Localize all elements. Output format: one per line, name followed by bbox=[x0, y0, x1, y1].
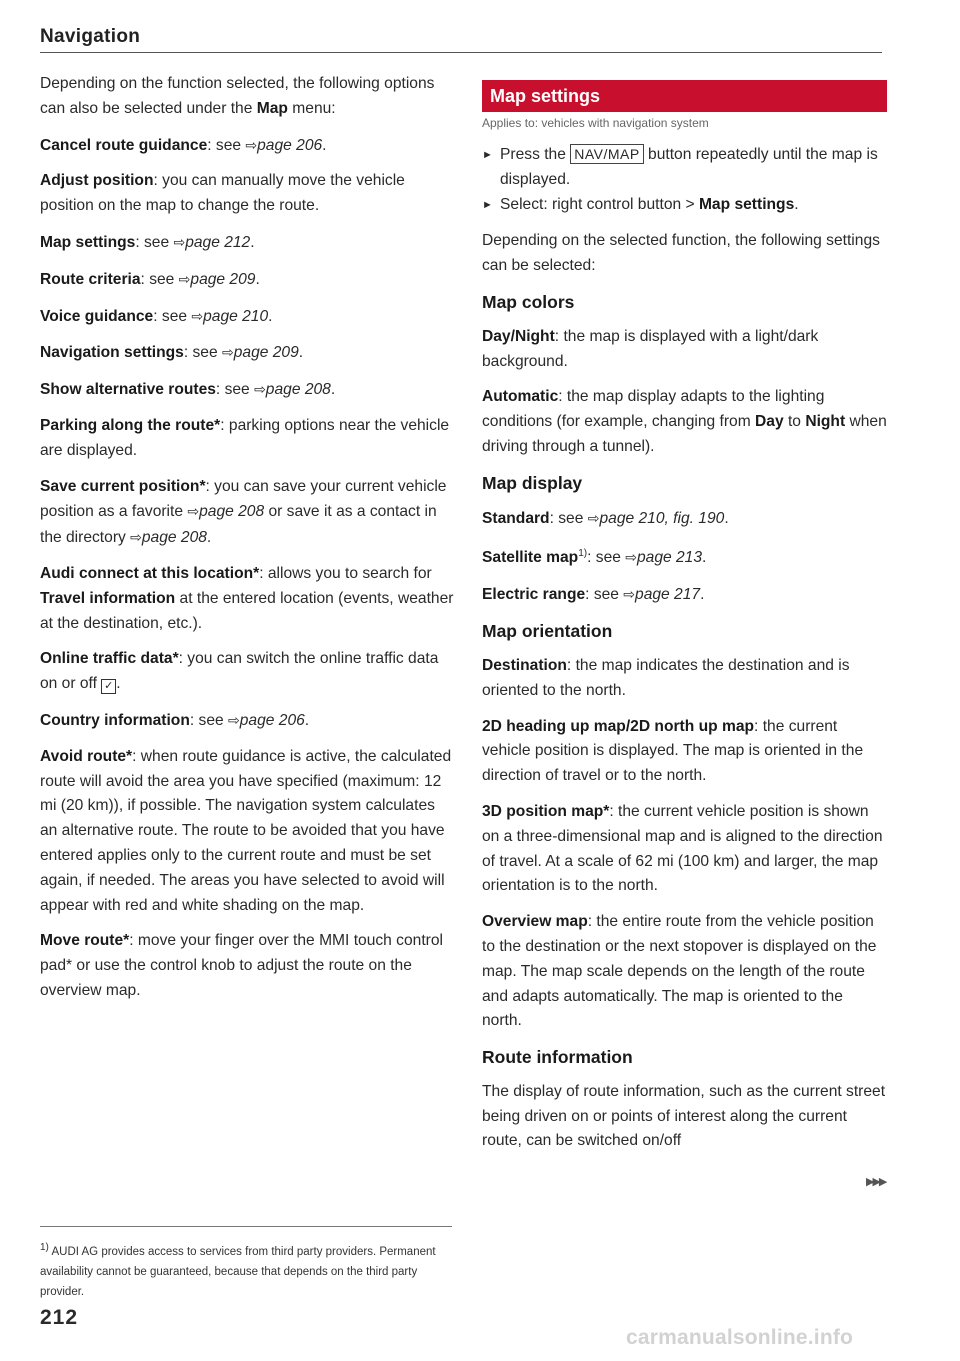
option-text: : parking options near the vehicle are displayed. bbox=[40, 416, 450, 459]
footnote-mark: 1) bbox=[40, 1242, 49, 1253]
step-select-map-settings bbox=[482, 193, 887, 218]
punctuation: . bbox=[700, 586, 705, 604]
option-online-traffic bbox=[40, 647, 455, 697]
option-move-route bbox=[40, 929, 455, 1003]
option-text: : allows you to search for bbox=[259, 564, 432, 582]
setting-term: Day/Night bbox=[482, 327, 555, 345]
triangle-bullet-icon: ► bbox=[482, 149, 493, 161]
arrow-right-icon: ⇨ bbox=[587, 509, 600, 526]
setting-term: 3D position map* bbox=[482, 802, 610, 820]
option-term: Country information bbox=[40, 711, 190, 729]
step-text: Press the bbox=[500, 146, 571, 163]
setting-text: : the current vehicle position is shown on a three-dimensional map and is aligned to the direction of travel. At a scale of 62 mi (100 km) and larger, the map orientation is to the north. bbox=[482, 802, 883, 895]
setting-2d-map bbox=[482, 715, 887, 789]
option-item bbox=[40, 230, 455, 256]
punctuation: . bbox=[304, 711, 310, 729]
header-divider bbox=[40, 52, 882, 53]
section-title: Navigation bbox=[40, 26, 141, 47]
route-information-paragraph: The display of route information, such as the current street being driven on or points of interest along the current route, can be switched on/off bbox=[482, 1082, 886, 1150]
punctuation: . bbox=[255, 270, 260, 288]
setting-text: : the entire route from the vehicle position to the destination or the next stopover is displayed on the map. The map scale depends on the length of the route and adapts automatically. The map is oriented to the north. bbox=[482, 913, 877, 1030]
setting-electric-range bbox=[482, 582, 887, 608]
setting-overview-map bbox=[482, 910, 887, 1034]
punctuation: . bbox=[250, 233, 255, 251]
punctuation: . bbox=[206, 529, 212, 547]
option-term: Navigation settings bbox=[40, 344, 184, 362]
option-term: Move route* bbox=[40, 932, 130, 950]
option-item bbox=[40, 133, 455, 159]
option-text: at the entered location (events, weather at the destination, etc.). bbox=[40, 589, 454, 632]
setting-text: : the map indicates the destination and is oriented to the north. bbox=[482, 656, 850, 699]
page-reference[interactable]: page 206 bbox=[239, 711, 305, 729]
step-press-nav-map bbox=[482, 143, 887, 193]
page-reference[interactable]: page 213 bbox=[636, 549, 703, 567]
option-item bbox=[40, 340, 455, 366]
arrow-right-icon: ⇨ bbox=[187, 503, 200, 520]
footnote-text: AUDI AG provides access to services from third party providers. Permanent availability cannot be guaranteed, because that depends on the third party provider. bbox=[40, 1245, 436, 1298]
option-term: Adjust position bbox=[40, 172, 154, 190]
heading-map-display: Map display bbox=[482, 472, 583, 493]
option-text: : move your finger over the MMI touch control pad* or use the control knob to adjust the route on the overview map. bbox=[40, 932, 443, 999]
page-reference[interactable]: page 210, fig. 190 bbox=[599, 509, 725, 527]
left-column bbox=[40, 72, 455, 1015]
punctuation: . bbox=[794, 195, 799, 213]
setting-day-night bbox=[482, 325, 887, 375]
setting-standard bbox=[482, 506, 887, 532]
setting-destination bbox=[482, 654, 887, 704]
page-reference[interactable]: page 208 bbox=[265, 381, 331, 399]
depending-paragraph: Depending on the selected function, the following settings can be selected: bbox=[482, 232, 880, 275]
arrow-right-icon: ⇨ bbox=[130, 529, 142, 546]
page-reference[interactable]: page 217 bbox=[635, 586, 701, 604]
option-term: Parking along the route* bbox=[40, 416, 221, 434]
setting-text: : the map display adapts to the lighting conditions (for example, changing from bbox=[482, 388, 825, 431]
arrow-right-icon: ⇨ bbox=[245, 136, 258, 153]
option-text: : see bbox=[207, 136, 246, 154]
setting-text: : see bbox=[587, 549, 626, 567]
punctuation: . bbox=[116, 675, 121, 693]
option-text: : see bbox=[135, 233, 174, 251]
setting-automatic bbox=[482, 385, 887, 459]
option-text: : see bbox=[189, 711, 229, 729]
option-text: or save it as a contact in the directory bbox=[40, 503, 437, 547]
option-text: : see bbox=[183, 344, 222, 362]
nav-map-button[interactable]: NAV/MAP bbox=[570, 144, 643, 164]
setting-text: : see bbox=[549, 509, 588, 527]
option-term: Avoid route* bbox=[40, 747, 133, 765]
setting-text: : the current vehicle position is displayed. The map is oriented in the direction of travel or to the north. bbox=[482, 717, 864, 785]
option-avoid-route bbox=[40, 745, 455, 919]
footnote-divider bbox=[40, 1226, 452, 1227]
option-text: : when route guidance is active, the calculated route will avoid the area you have specified (maximum: 12 mi (20 km)), if possible. The navigation system calculates an alternative route. The route to be avoided that you have entered applies only to the current route and must be set again, if needed. The areas you have selected to avoid will appear with red and white shading on the map. bbox=[40, 747, 452, 914]
step-text: Select: right control button > bbox=[500, 195, 699, 213]
setting-term: Standard bbox=[482, 509, 550, 527]
option-audi-connect bbox=[40, 562, 455, 636]
triangle-bullet-icon: ► bbox=[482, 198, 493, 211]
arrow-right-icon: ⇨ bbox=[228, 711, 240, 728]
option-item bbox=[40, 169, 455, 219]
page-reference[interactable]: page 208 bbox=[141, 529, 207, 547]
right-column bbox=[482, 80, 887, 1165]
step-text: button repeatedly until the map is displayed. bbox=[500, 146, 878, 188]
setting-term: Overview map bbox=[482, 913, 588, 931]
intro-end: menu: bbox=[292, 99, 336, 117]
setting-term: Destination bbox=[482, 656, 567, 674]
setting-term: Satellite map bbox=[482, 549, 579, 567]
continue-arrows-icon: ▶▶▶ bbox=[866, 1176, 886, 1188]
punctuation: . bbox=[322, 136, 327, 154]
setting-text: when driving through a tunnel). bbox=[482, 413, 887, 455]
setting-text: : the map is displayed with a light/dark background. bbox=[482, 327, 819, 370]
option-term: Online traffic data* bbox=[40, 650, 179, 668]
page-reference[interactable]: page 209 bbox=[233, 344, 299, 362]
night-label: Night bbox=[805, 413, 846, 431]
option-list bbox=[40, 133, 455, 464]
setting-term: 2D heading up map/2D north up map bbox=[482, 717, 755, 735]
option-text: : see bbox=[215, 381, 255, 399]
footnote-mark: 1) bbox=[578, 548, 588, 560]
option-term: Route criteria bbox=[40, 270, 141, 288]
watermark: carmanualsonline.info bbox=[626, 1326, 854, 1349]
setting-text: to bbox=[783, 413, 806, 431]
setting-3d-map bbox=[482, 800, 887, 899]
option-text: : you can manually move the vehicle position on the map to change the route. bbox=[40, 172, 405, 215]
option-term: Voice guidance bbox=[40, 307, 154, 325]
applies-to-note: Applies to: vehicles with navigation system bbox=[482, 116, 709, 130]
option-term: Map settings bbox=[40, 233, 136, 251]
page-reference[interactable]: page 212 bbox=[185, 233, 251, 251]
option-term: Audi connect at this location* bbox=[40, 564, 260, 582]
arrow-right-icon: ⇨ bbox=[254, 381, 266, 398]
option-text: : see bbox=[140, 270, 179, 288]
setting-satellite-map bbox=[482, 542, 887, 571]
punctuation: . bbox=[724, 509, 729, 527]
intro-paragraph bbox=[40, 72, 455, 122]
option-text: : you can save your current vehicle position as a favorite bbox=[40, 477, 447, 521]
footnote bbox=[40, 1238, 452, 1302]
option-save-position bbox=[40, 475, 455, 551]
option-text: : you can switch the online traffic data on or off bbox=[40, 650, 439, 693]
arrow-right-icon: ⇨ bbox=[173, 233, 186, 250]
option-item bbox=[40, 304, 455, 330]
intro-map-label: Map bbox=[256, 99, 288, 117]
day-label: Day bbox=[755, 413, 784, 431]
setting-term: Electric range bbox=[482, 586, 586, 604]
option-term: Cancel route guidance bbox=[40, 136, 208, 154]
arrow-right-icon: ⇨ bbox=[625, 549, 637, 566]
intro-text: Depending on the function selected, the following options can also be selected under the bbox=[40, 75, 435, 117]
page-reference[interactable]: page 206 bbox=[257, 136, 323, 154]
arrow-right-icon: ⇨ bbox=[623, 586, 636, 603]
heading-map-colors: Map colors bbox=[482, 291, 575, 312]
travel-information-label: Travel information bbox=[40, 589, 176, 607]
option-text: : see bbox=[153, 307, 192, 325]
map-settings-label: Map settings bbox=[698, 195, 795, 213]
arrow-right-icon: ⇨ bbox=[178, 270, 191, 287]
option-item bbox=[40, 414, 455, 464]
heading-route-information: Route information bbox=[482, 1047, 633, 1068]
punctuation: . bbox=[268, 307, 273, 325]
heading-map-orientation: Map orientation bbox=[482, 621, 613, 642]
setting-term: Automatic bbox=[482, 388, 559, 406]
arrow-right-icon: ⇨ bbox=[191, 307, 204, 324]
punctuation: . bbox=[330, 381, 336, 399]
punctuation: . bbox=[702, 549, 707, 567]
option-item bbox=[40, 377, 455, 403]
option-term: Show alternative routes bbox=[40, 381, 216, 399]
page-reference[interactable]: page 209 bbox=[190, 270, 256, 288]
page-reference[interactable]: page 208 bbox=[199, 503, 265, 521]
punctuation: . bbox=[298, 344, 304, 362]
map-settings-banner: Map settings bbox=[482, 80, 887, 112]
page-number: 212 bbox=[40, 1306, 79, 1329]
checkbox-checked-icon: ✓ bbox=[101, 679, 116, 694]
option-country-info bbox=[40, 708, 455, 734]
setting-text: : see bbox=[585, 586, 624, 604]
arrow-right-icon: ⇨ bbox=[221, 344, 234, 361]
option-item bbox=[40, 267, 455, 293]
page-reference[interactable]: page 210 bbox=[203, 307, 269, 325]
option-term: Save current position* bbox=[40, 477, 206, 495]
